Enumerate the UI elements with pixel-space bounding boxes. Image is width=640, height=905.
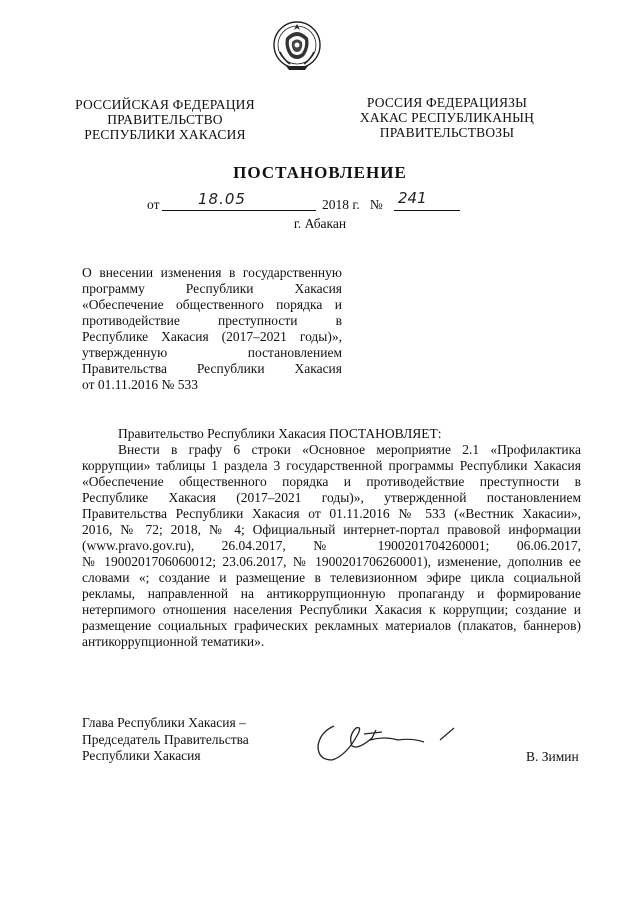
- signature-position: [82, 715, 282, 765]
- body-line: (www.pravo.gov.ru), 26.04.2017, № 1900201704260001; 06.06.2017,: [82, 538, 581, 553]
- subject-line: Республике Хакасия (2017–2021 годы)»,: [82, 329, 342, 344]
- subject-block: [82, 265, 342, 393]
- subject-line: от 01.11.2016 № 533: [82, 377, 198, 392]
- position-line: Председатель Правительства: [82, 731, 249, 747]
- body-line: нетерпимого отношения населения Республики Хакасия к коррупции; создание и: [82, 602, 581, 617]
- body-line: коррупции» таблицы 1 раздела 3 государственной программы Республики Хакасия: [82, 458, 581, 473]
- body-line: Республике Хакасия (2017–2021 годы)», утвержденной постановлением: [82, 490, 581, 505]
- body-line: словами «; создание и размещение в телевизионном эфире цикла социальной: [82, 570, 581, 585]
- body-line: «Обеспечение общественного порядка и противодействие преступности в: [82, 474, 581, 489]
- body-line: рекламы, направленной на антикоррупционную пропаганду и формирование: [82, 586, 581, 601]
- body-line: размещение социальных графических рекламных материалов (плакатов, баннеров): [82, 618, 581, 633]
- position-line: Глава Республики Хакасия –: [82, 715, 246, 730]
- body-line: 2016, № 72; 2018, № 4; Официальный интернет-портал правовой информации: [82, 522, 581, 537]
- body-line: Правительства Республики Хакасия от 01.11.2016 № 533 («Вестник Хакасии»,: [82, 506, 581, 521]
- header-left: [70, 97, 260, 142]
- city: [0, 216, 640, 232]
- header-left-line: РОССИЙСКАЯ ФЕДЕРАЦИЯ: [75, 97, 255, 112]
- number-prefix: №: [369, 197, 383, 212]
- position-line: Республики Хакасия: [82, 748, 201, 763]
- signer-name: В. Зимин: [526, 749, 579, 764]
- subject-line: Правительства Республики Хакасия: [82, 361, 342, 376]
- document-title: ПОСТАНОВЛЕНИЕ: [233, 163, 407, 182]
- header-left-line: РЕСПУБЛИКИ ХАКАСИЯ: [84, 127, 246, 142]
- number-underline: [394, 210, 460, 211]
- date-underline: [162, 210, 316, 211]
- city-text: г. Абакан: [293, 216, 347, 231]
- header-right-line: РОССИЯ ФЕДЕРАЦИЯЗЫ: [366, 95, 528, 110]
- subject-line: «Обеспечение общественного порядка и: [82, 297, 342, 312]
- header-left-line: ПРАВИТЕЛЬСТВО: [107, 112, 223, 127]
- header-right: [352, 95, 542, 140]
- handwritten-signature: [312, 712, 462, 772]
- header-right-line: ПРАВИТЕЛЬСТВОЗЫ: [379, 125, 515, 140]
- subject-line: программу Республики Хакасия: [82, 281, 342, 296]
- year-label: [322, 197, 383, 213]
- body-line: № 1900201706060012; 23.06.2017, № 1900201706260001), изменение, дополнив ее: [82, 554, 581, 569]
- coat-of-arms-icon: [272, 16, 322, 74]
- date-prefix: от: [147, 197, 160, 212]
- year-text: 2018 г.: [322, 197, 360, 212]
- handwritten-date: 18.05: [198, 190, 246, 208]
- body-line: антикоррупционной тематики».: [82, 634, 265, 649]
- body-text: [82, 426, 581, 650]
- subject-line: О внесении изменения в государственную: [82, 265, 342, 280]
- preamble: Правительство Республики Хакасия ПОСТАНОВЛЯЕТ:: [118, 426, 442, 441]
- body-line: Внести в графу 6 строки «Основное мероприятие 2.1 «Профилактика: [118, 442, 581, 457]
- subject-line: противодействие преступности в: [82, 313, 342, 328]
- header-right-line: ХАКАС РЕСПУБЛИКАНЫҢ: [359, 110, 535, 125]
- subject-line: утвержденную постановлением: [82, 345, 342, 360]
- handwritten-number: 241: [398, 189, 427, 207]
